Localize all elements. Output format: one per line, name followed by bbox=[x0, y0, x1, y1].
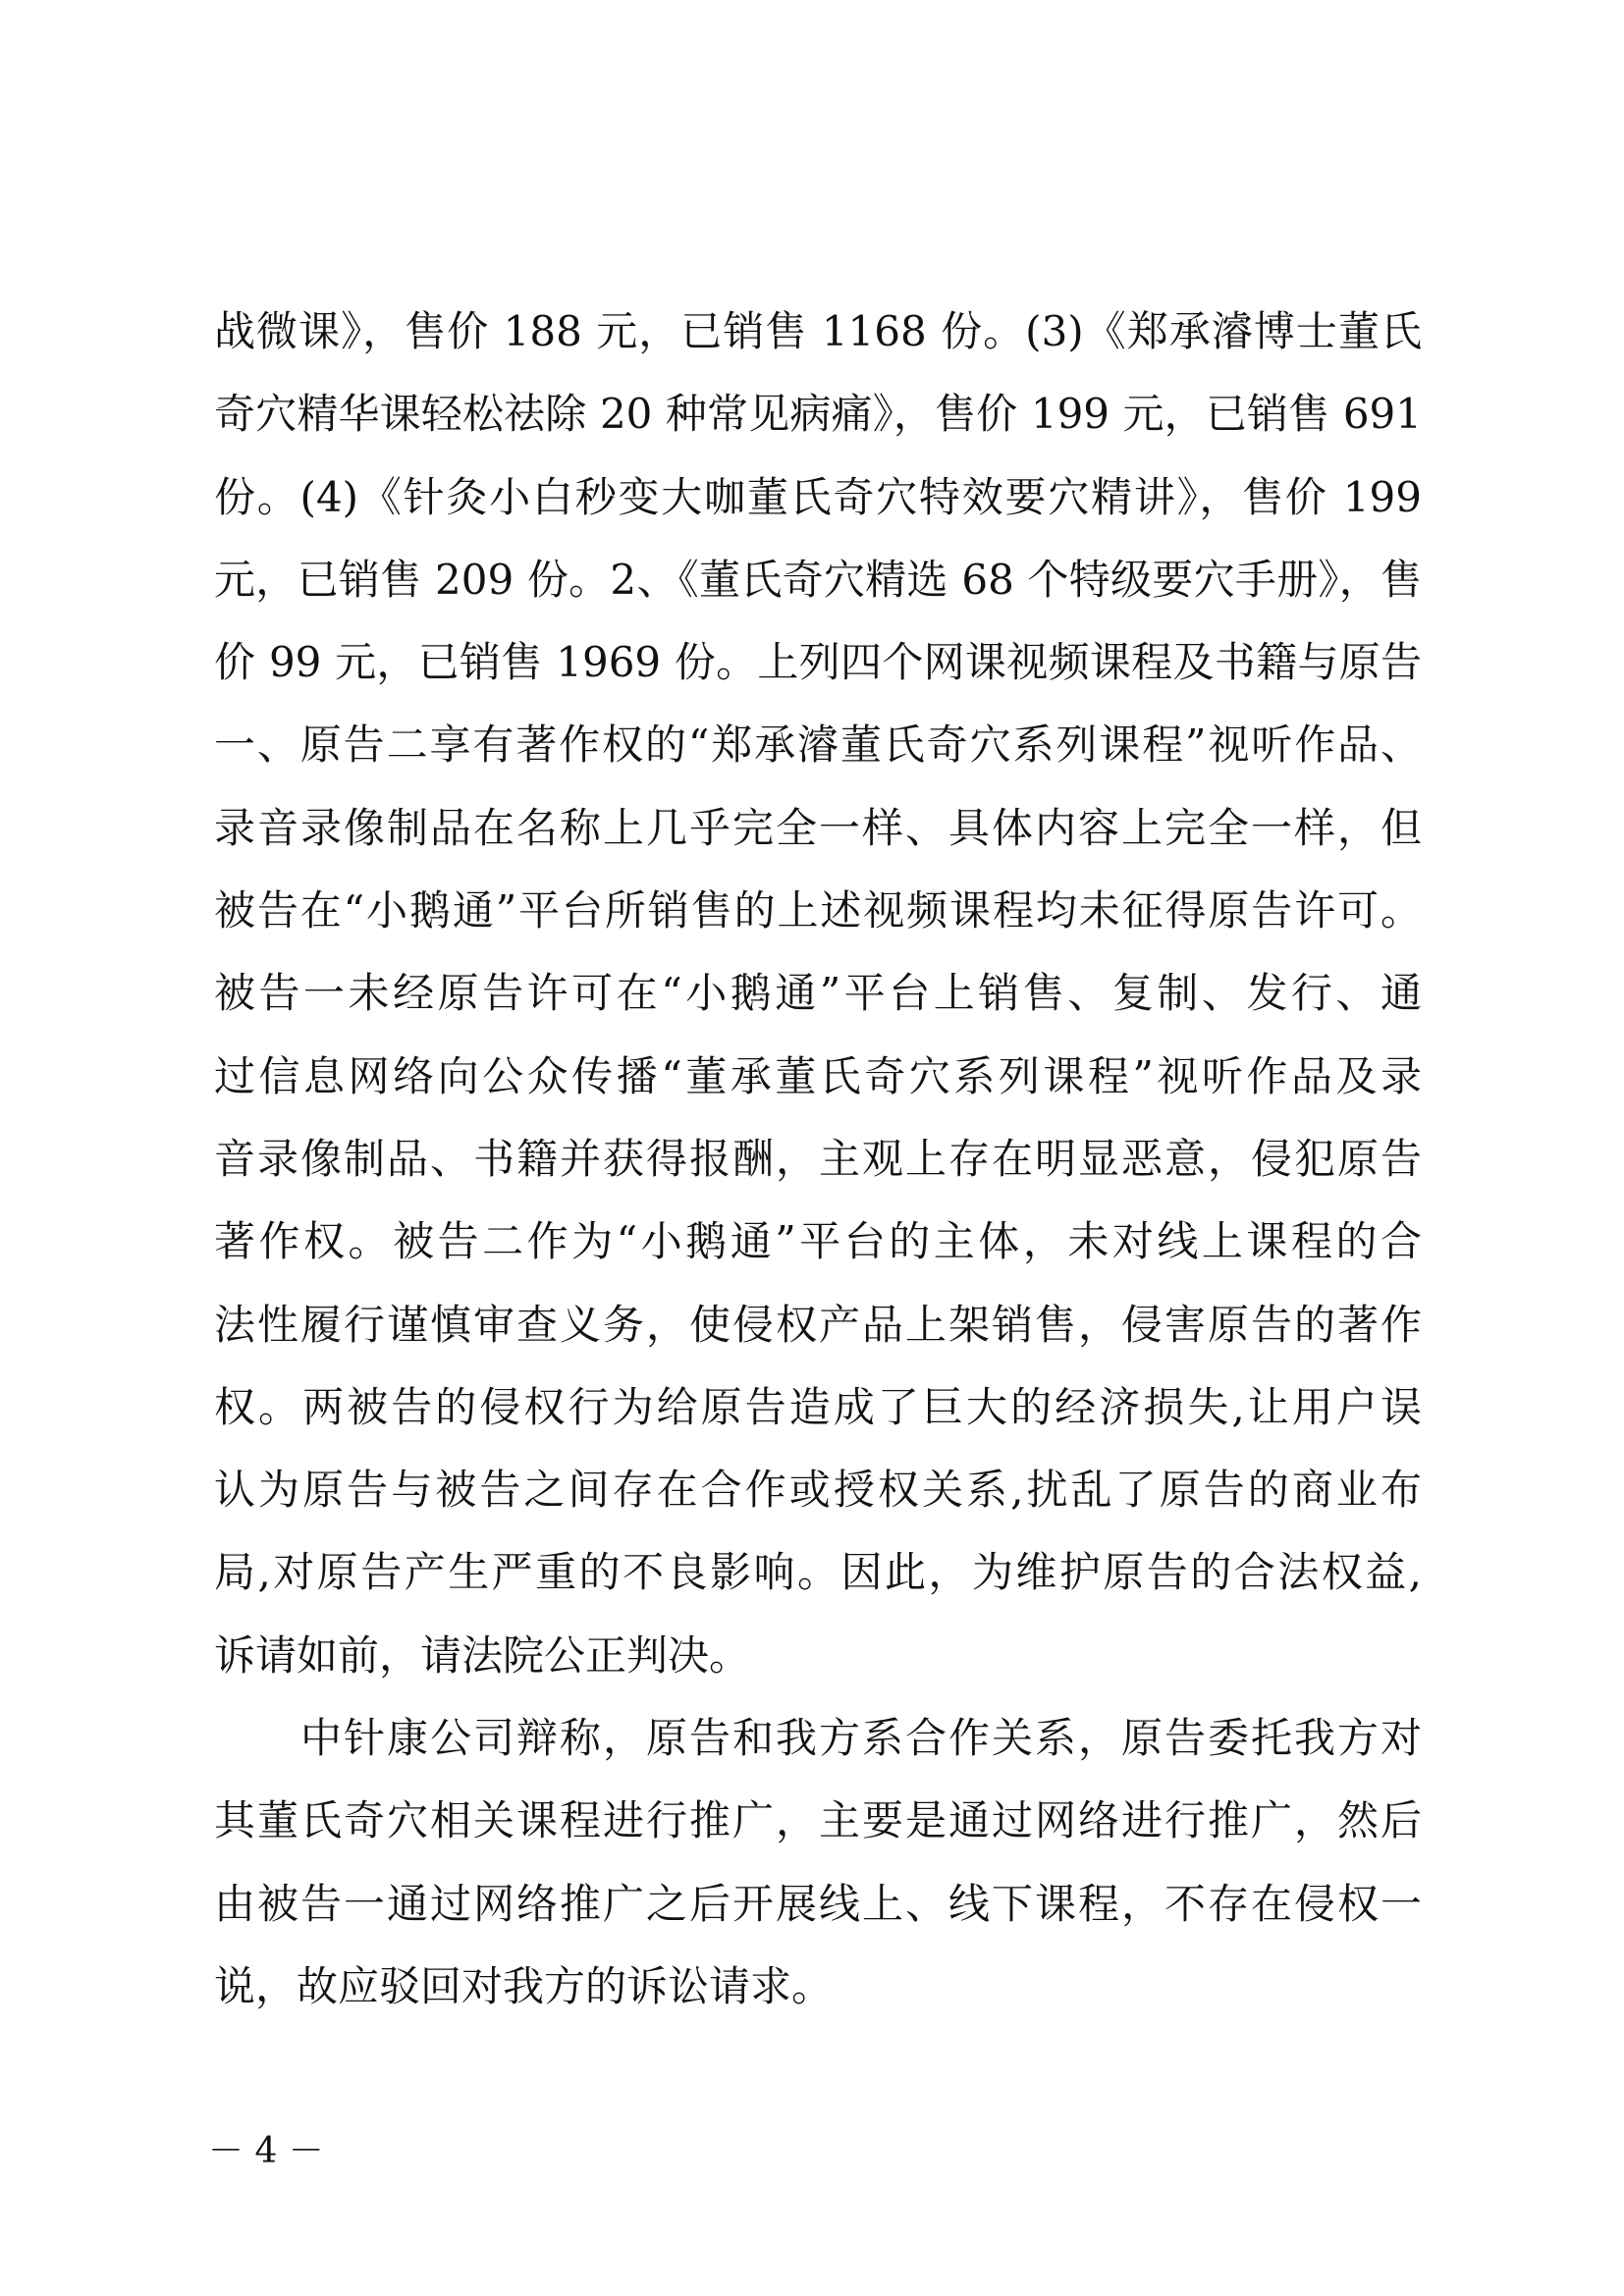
text-line: 认为原告与被告之间存在合作或授权关系,扰乱了原告的商业布 bbox=[214, 1466, 1422, 1515]
text-line: 音录像制品、书籍并获得报酬，主观上存在明显恶意，侵犯原告 bbox=[214, 1134, 1422, 1183]
text-line: 元，已销售 209 份。2、《董氏奇穴精选 68 个特级要穴手册》，售 bbox=[214, 555, 1422, 604]
text-line: 说，故应驳回对我方的诉讼请求。 bbox=[214, 1961, 834, 2010]
text-line: 过信息网络向公众传播“董承董氏奇穴系列课程”视听作品及录 bbox=[214, 1051, 1422, 1100]
text-line: 被告在“小鹅通”平台所销售的上述视频课程均未征得原告许可。 bbox=[214, 886, 1422, 935]
text-line: 法性履行谨慎审查义务，使侵权产品上架销售，侵害原告的著作 bbox=[214, 1300, 1422, 1349]
text-line: 价 99 元，已销售 1969 份。上列四个网课视频课程及书籍与原告 bbox=[214, 638, 1422, 687]
text-line: 奇穴精华课轻松祛除 20 种常见病痛》，售价 199 元，已销售 691 bbox=[214, 390, 1422, 439]
text-line: 战微课》，售价 188 元，已销售 1168 份。(3)《郑承濬博士董氏 bbox=[214, 307, 1422, 355]
text-line: 其董氏奇穴相关课程进行推广，主要是通过网络进行推广，然后 bbox=[214, 1796, 1422, 1845]
text-line: 局,对原告产生严重的不良影响。因此，为维护原告的合法权益, bbox=[214, 1548, 1422, 1597]
text-line: 录音录像制品在名称上几乎完全一样、具体内容上完全一样，但 bbox=[214, 803, 1422, 852]
text-line: 份。(4)《针灸小白秒变大咖董氏奇穴特效要穴精讲》，售价 199 bbox=[214, 472, 1422, 521]
page-number: － 4 － bbox=[208, 2131, 324, 2171]
text-line: 权。两被告的侵权行为给原告造成了巨大的经济损失,让用户误 bbox=[214, 1382, 1422, 1431]
text-line: 中针康公司辩称，原告和我方系合作关系，原告委托我方对 bbox=[214, 1714, 1422, 1763]
text-line: 著作权。被告二作为“小鹅通”平台的主体，未对线上课程的合 bbox=[214, 1217, 1422, 1266]
text-line: 被告一未经原告许可在“小鹅通”平台上销售、复制、发行、通 bbox=[214, 969, 1422, 1018]
body-text bbox=[214, 291, 1422, 2028]
text-line: 由被告一通过网络推广之后开展线上、线下课程，不存在侵权一 bbox=[214, 1879, 1422, 1928]
text-line: 诉请如前，请法院公正判决。 bbox=[214, 1630, 751, 1680]
text-line: 一、原告二享有著作权的“郑承濬董氏奇穴系列课程”视听作品、 bbox=[214, 721, 1422, 770]
